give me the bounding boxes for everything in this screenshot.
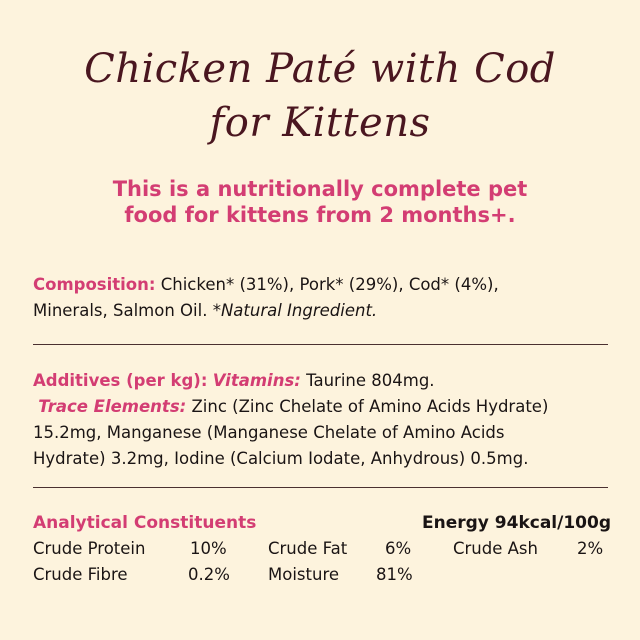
additives-line4: Hydrate) 3.2mg, Iodine (Calcium Iodate, Anhydrous) 0.5mg.: [33, 449, 529, 468]
composition-note: *Natural Ingredient.: [212, 301, 378, 320]
additives-label: Additives (per kg):: [33, 371, 208, 390]
crude-ash-label: Crude Ash: [453, 539, 538, 558]
analytical-section: [33, 510, 611, 588]
analytical-row: [33, 562, 611, 588]
composition-section: [33, 272, 611, 324]
analytical-label: Analytical Constituents: [33, 513, 257, 533]
product-description-line1: This is a nutritionally complete pet: [112, 177, 528, 201]
composition-line2: [33, 298, 611, 324]
moisture-value: 81%: [376, 565, 413, 584]
crude-fat-value: 6%: [385, 539, 412, 558]
moisture-label: Moisture: [268, 565, 340, 584]
composition-text2: Minerals, Salmon Oil.: [33, 301, 213, 320]
additives-line2: [33, 394, 611, 420]
crude-fibre-value: 0.2%: [188, 565, 230, 584]
product-description: [0, 176, 640, 228]
additives-line3: 15.2mg, Manganese (Manganese Chelate of Amino Acids: [33, 423, 505, 442]
composition-text: Chicken* (31%), Pork* (29%), Cod* (4%),: [155, 275, 499, 294]
crude-ash-value: 2%: [577, 539, 604, 558]
product-title-line2: for Kittens: [209, 100, 431, 146]
composition-label: Composition:: [33, 275, 156, 294]
divider: [33, 487, 608, 488]
crude-fat-label: Crude Fat: [268, 539, 348, 558]
product-title: [0, 42, 640, 150]
energy-value: Energy 94kcal/100g: [421, 513, 611, 533]
crude-protein-label: Crude Protein: [33, 539, 146, 558]
trace-elements-text: Zinc (Zinc Chelate of Amino Acids Hydrate): [186, 397, 549, 416]
additives-line1: [33, 368, 611, 394]
analytical-header: [33, 510, 611, 536]
composition-line1: [33, 272, 611, 298]
additives-section: [33, 368, 611, 472]
crude-fibre-label: Crude Fibre: [33, 565, 128, 584]
vitamins-label: Vitamins:: [212, 371, 301, 390]
product-title-line1: Chicken Paté with Cod: [84, 46, 556, 92]
analytical-row: [33, 536, 611, 562]
trace-elements-label: Trace Elements:: [38, 397, 187, 416]
product-description-line2: food for kittens from 2 months+.: [124, 203, 516, 227]
vitamins-text: Taurine 804mg.: [300, 371, 435, 390]
crude-protein-value: 10%: [190, 539, 227, 558]
divider: [33, 344, 608, 345]
